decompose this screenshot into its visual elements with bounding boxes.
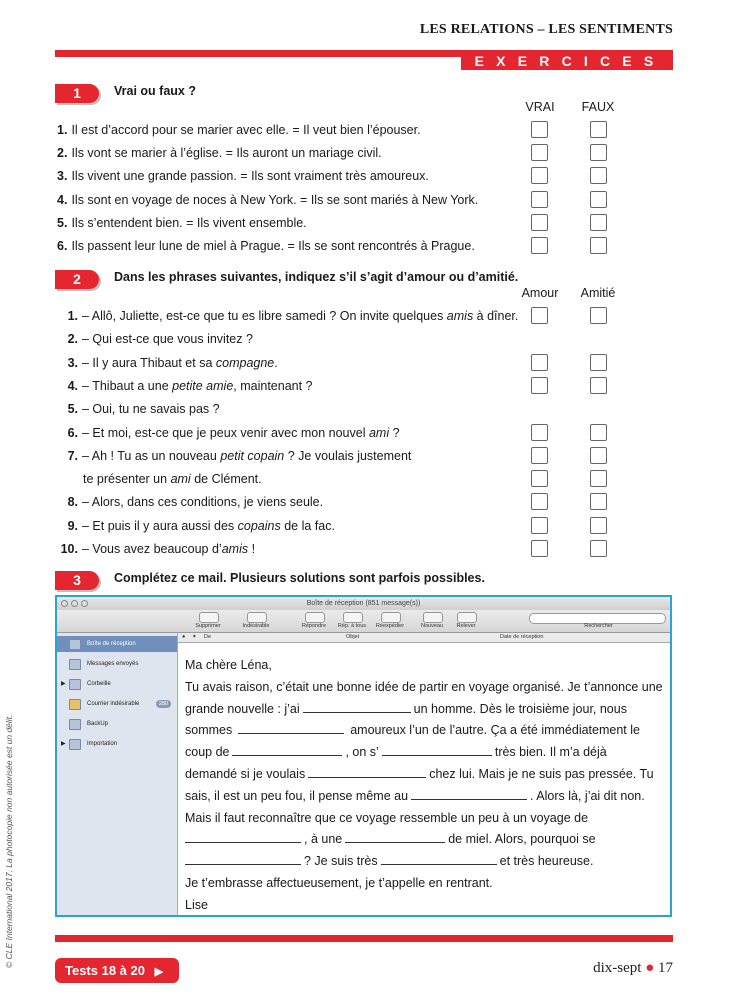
item-number: 5. [57,215,68,230]
blank-field[interactable] [185,831,301,843]
item-highlight-word: amis [221,542,249,556]
item-text: . [274,355,278,370]
get-mail-icon[interactable] [457,612,477,623]
sidebar-item-label: BackUp [87,721,109,727]
item-text: Ils s’entendent bien. = Ils vivent ensemble. [71,215,307,230]
item-number: 3. [57,169,68,184]
reply-button-label[interactable]: Répondre [301,623,327,629]
amitie-checkbox[interactable] [590,470,607,487]
amitie-checkbox[interactable] [590,447,607,464]
exercise-3-badge: 3 [55,571,99,590]
new-message-icon[interactable] [423,612,443,623]
amitie-checkbox[interactable] [590,424,607,441]
amitie-checkbox[interactable] [590,540,607,557]
col-date[interactable]: Date de réception [500,634,544,640]
vrai-checkbox[interactable] [531,214,548,231]
mail-titlebar: Boîte de réception (851 message(s)) [57,597,670,611]
item-text: Ils vont se marier à l’église. = Ils auront un mariage civil. [71,146,382,161]
item-text: Ils passent leur lune de miel à Prague. = Ils se sont rencontrés à Prague. [71,239,475,253]
blank-field[interactable] [185,853,301,865]
close-window-icon[interactable] [61,600,68,607]
exercise-1-item [57,146,382,160]
item-text: – Et puis il y aura aussi des [82,518,238,533]
get-mail-button-label[interactable]: Relever [456,623,476,629]
footer-red-rule [55,935,673,942]
item-text: – Vous avez beaucoup d’ [82,542,222,556]
amitie-checkbox[interactable] [590,377,607,394]
disclosure-triangle-icon[interactable]: ▶ [61,681,66,687]
zoom-window-icon[interactable] [81,600,88,607]
item-highlight-word: copains [237,518,281,533]
sidebar-item-trash[interactable] [57,676,177,692]
mail-toolbar [57,610,670,633]
mail-signature: Lise [185,897,208,912]
item-text: Ils vivent une grande passion. = Ils sont vraiment très amoureux. [71,169,429,184]
item-text: – Thibaut a une [82,378,173,393]
mail-body [185,655,665,917]
arrow-right-icon: ▶ [154,966,164,978]
item-number: 6. [67,425,78,440]
status-dot-icon: ● [182,634,186,640]
faux-checkbox[interactable] [590,121,607,138]
item-number: 4. [57,192,68,207]
amour-checkbox[interactable] [531,447,548,464]
item-text: ! [248,542,256,556]
item-highlight-word: compagne [215,355,275,370]
delete-button-label[interactable]: Supprimer [195,623,221,629]
sidebar-item-backup[interactable] [57,716,177,732]
exercise-1-item [57,216,307,230]
mail-line: grande nouvelle : j’ai un homme. Dès le troisième jour, nous [185,701,627,716]
exercise-2-item [54,426,400,440]
amour-checkbox[interactable] [531,307,548,324]
item-number: 1. [67,309,78,323]
item-text: – Il y aura Thibaut et sa [82,355,216,370]
amour-checkbox[interactable] [531,354,548,371]
exercise-1-item [57,123,421,137]
search-label: Rechercher [584,623,613,629]
blank-field[interactable] [382,744,492,756]
mail-line: demandé si je voulais chez lui. Mais je ne suis pas pressée. Tu [185,766,654,781]
forward-button-label[interactable]: Réexpédier [375,623,405,629]
mail-window [55,595,672,917]
amitie-checkbox[interactable] [590,517,607,534]
exercise-2-item [54,495,323,509]
item-highlight-word: petite amie [172,378,234,393]
faux-checkbox[interactable] [590,214,607,231]
item-number: 3. [67,355,78,370]
exercise-1-item [57,169,429,183]
amour-checkbox[interactable] [531,493,548,510]
item-number: 2. [57,146,68,161]
folder-icon [69,739,81,750]
item-text: Il est d’accord pour se marier avec elle. = Il veut bien l’épouser. [71,123,421,137]
tests-link-label: Tests 18 à 20 [65,963,145,978]
inbox-icon [69,639,81,650]
exercise-1-item [57,193,478,207]
copyright-notice: © CLE International 2017. La photocopie non autorisée est un délit. [4,714,14,968]
amour-checkbox[interactable] [531,424,548,441]
exercise-2-badge: 2 [55,270,99,289]
exercise-2-item [54,519,335,533]
blank-field[interactable] [345,831,445,843]
sidebar-item-label: Corbeille [87,681,111,687]
item-text: – Qui est-ce que vous invitez ? [82,332,253,347]
amitie-checkbox[interactable] [590,307,607,324]
amour-checkbox[interactable] [531,517,548,534]
item-text: ? Je voulais justement [284,448,412,463]
col-from[interactable]: De [204,634,212,640]
sent-icon [69,659,81,670]
minimize-window-icon[interactable] [71,600,78,607]
mail-line: Mais il faut reconnaître que ce voyage ressemble un peu à un voyage de [185,810,589,825]
new-message-button-label[interactable]: Nouveau [420,623,444,629]
item-text: , maintenant ? [233,378,313,393]
blank-field[interactable] [238,722,344,734]
exercise-2-item [54,332,253,346]
exercise-2-item [54,402,220,416]
exercise-1-title: Vrai ou faux ? [114,84,196,98]
section-title: LES RELATIONS – LES SENTIMENTS [419,22,673,37]
sidebar-item-label: Importation [87,741,118,747]
exercise-2-item [54,309,518,323]
faux-checkbox[interactable] [590,167,607,184]
item-number: 7. [67,448,78,463]
junk-button-label[interactable]: Indésirable [242,623,270,629]
exercise-1-item [57,239,475,253]
mail-line: ? Je suis très et très heureuse. [185,851,665,873]
blank-field[interactable] [232,744,342,756]
sidebar-item-inbox[interactable] [57,636,177,652]
sidebar-item-label: Boîte de réception [87,641,136,647]
mail-line: sommes amoureux l’un de l’autre. Ça a été immédiatement le [185,723,640,738]
amour-checkbox[interactable] [531,377,548,394]
item-number: 2. [67,332,78,347]
item-number: 4. [67,378,78,393]
junk-icon[interactable] [247,612,267,623]
blank-field[interactable] [308,766,426,778]
item-text: à dîner. [473,309,519,323]
exercise-2-item [54,449,411,463]
page-number: dix-sept ● 17 [593,960,673,976]
faux-checkbox[interactable] [590,144,607,161]
mail-line: Je t’embrasse affectueusement, je t’appelle en rentrant. [185,875,493,890]
disclosure-triangle-icon[interactable]: ▶ [61,741,66,747]
amitie-checkbox[interactable] [590,354,607,371]
item-number: 9. [67,518,78,533]
bullet-icon: ● [645,960,655,976]
blank-field[interactable] [381,853,497,865]
reply-icon[interactable] [305,612,325,623]
item-text: te présenter un [83,472,171,487]
item-number: 10. [60,542,78,556]
item-highlight-word: petit copain [220,448,285,463]
item-text: ? [389,425,400,440]
reply-all-icon[interactable] [343,612,363,623]
flag-icon: ✦ [192,634,197,640]
item-text: – Allô, Juliette, est-ce que tu es libre samedi ? On invite quelques [82,309,447,323]
item-text: Ils sont en voyage de noces à New York. = Ils se sont mariés à New York. [71,192,479,207]
amour-checkbox[interactable] [531,470,548,487]
exercise-2-item [54,356,278,370]
amitie-checkbox[interactable] [590,493,607,510]
mail-line: , à une de miel. Alors, pourquoi se [185,829,665,851]
sidebar-item-label: Messages envoyés [87,661,139,667]
sidebar-item-junk[interactable] [57,696,177,712]
faux-checkbox[interactable] [590,237,607,254]
delete-icon[interactable] [199,612,219,623]
exercise-1-badge: 1 [55,84,99,103]
item-highlight-word: ami [170,472,191,487]
col-amitie: Amitié [580,286,616,300]
vrai-checkbox[interactable] [531,144,548,161]
exercise-2-title: Dans les phrases suivantes, indiquez s’il s’agit d’amour ou d’amitié. [114,270,519,284]
exercices-banner: EXERCICES [461,53,673,70]
folder-icon [69,719,81,730]
vrai-checkbox[interactable] [531,237,548,254]
message-list-header [178,633,670,643]
faux-checkbox[interactable] [590,191,607,208]
item-text: de la fac. [280,518,335,533]
item-number: 5. [67,402,78,417]
col-vrai: VRAI [525,100,555,114]
item-text: – Et moi, est-ce que je peux venir avec mon nouvel [82,425,369,440]
exercise-2-item [83,472,262,486]
tests-link-button[interactable] [55,958,179,983]
item-text: – Oui, tu ne savais pas ? [82,402,220,417]
exercise-3-title: Complétez ce mail. Plusieurs solutions sont parfois possibles. [114,571,485,585]
item-number: 8. [67,495,78,510]
item-text: de Clément. [190,472,262,487]
item-number: 1. [57,123,68,137]
blank-field[interactable] [303,701,411,713]
vrai-checkbox[interactable] [531,167,548,184]
exercise-2-item [54,542,255,556]
sidebar-item-sent[interactable] [57,656,177,672]
vrai-checkbox[interactable] [531,121,548,138]
col-amour: Amour [521,286,559,300]
forward-icon[interactable] [381,612,401,623]
mail-line: coup de , on s’ très bien. Il m’a déjà [185,745,607,760]
mail-line: Tu avais raison, c’était une bonne idée de partir en voyage organisé. Je t’annonce une [185,679,663,694]
sidebar-item-import[interactable] [57,736,177,752]
mail-line: sais, il est un peu fou, il pense même au . Alors là, j’ai dit non. [185,788,645,803]
mail-greeting: Ma chère Léna, [185,658,272,672]
trash-icon [69,679,81,690]
reply-all-button-label[interactable]: Rép. à tous [337,623,367,629]
vrai-checkbox[interactable] [531,191,548,208]
sidebar-item-label: Courrier indésirable [87,701,140,707]
amour-checkbox[interactable] [531,540,548,557]
col-faux: FAUX [581,100,615,114]
item-text: – Ah ! Tu as un nouveau [82,448,221,463]
junk-folder-icon [69,699,81,710]
blank-field[interactable] [411,788,527,800]
exercise-2-item [54,379,313,393]
col-subject[interactable]: Objet [346,634,360,640]
item-highlight-word: amis [446,309,474,323]
unread-count-badge: 280 [156,700,171,708]
item-highlight-word: ami [368,425,390,440]
item-number: 6. [57,239,68,253]
mail-sidebar [57,633,178,915]
item-text: – Alors, dans ces conditions, je viens seule. [82,495,324,510]
